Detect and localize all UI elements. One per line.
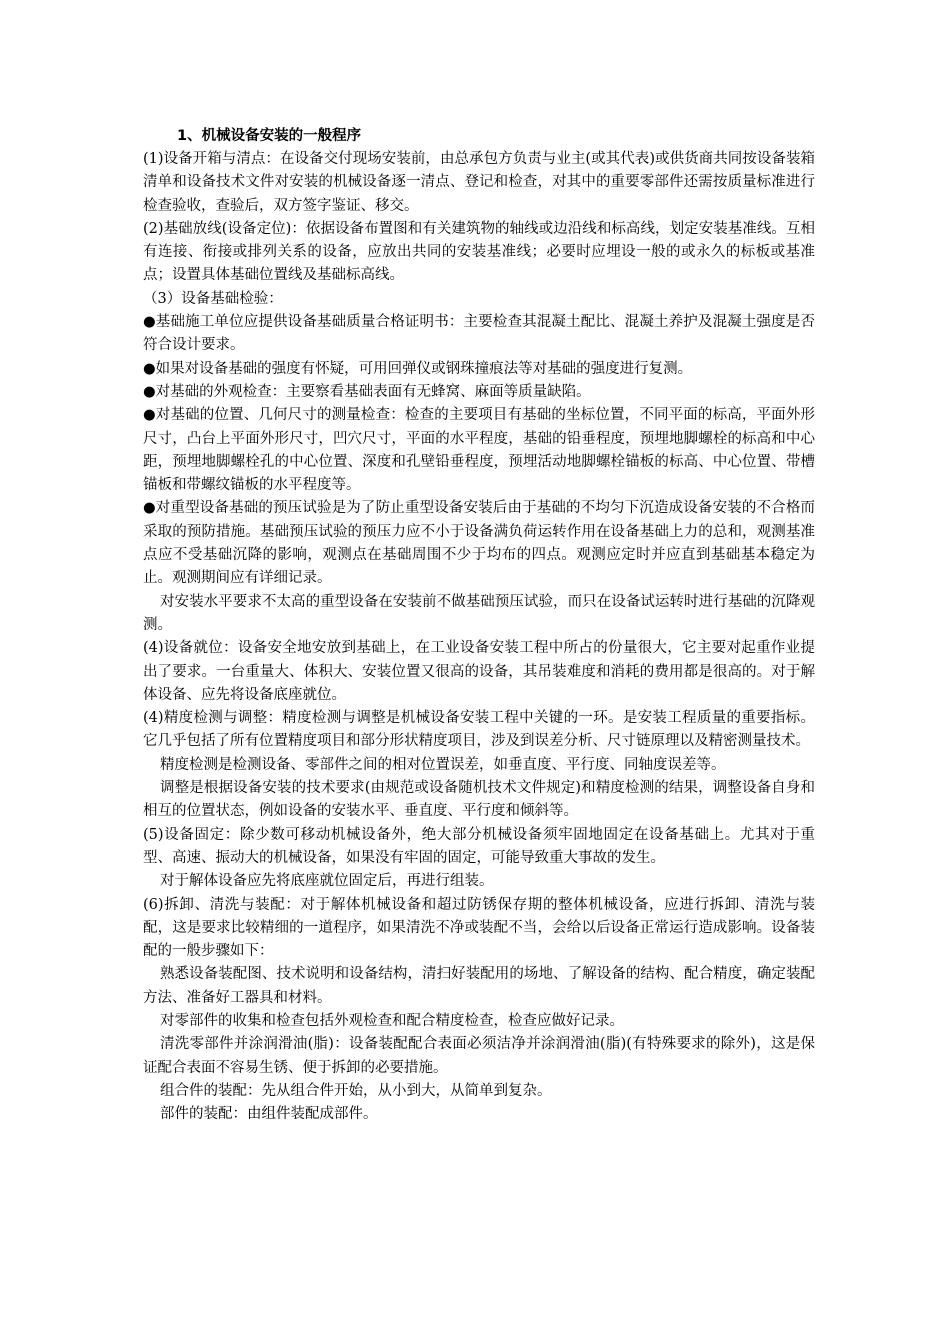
paragraph-assembly-components: 组合件的装配：先从组合件开始，从小到大，从简单到复杂。 — [160, 1082, 552, 1099]
paragraph-foundation-inspection-heading: （3）设备基础检验： — [143, 290, 283, 307]
paragraph-disassembled-equipment: 对于解体设备应先将底座就位固定后，再进行组装。 — [160, 873, 494, 890]
paragraph-adjustment: 调整是根据设备安装的技术要求(由规范或设备随机技术文件规定)和精度检测的结果，调整设备自身和相互的位置状态，例如设备的安装水平、垂直度、平行度和倾斜等。 — [143, 780, 815, 820]
bullet-strength-retest: ●如果对设备基础的强度有怀疑，可用回弹仪或钢珠撞痕法等对基础的强度进行复测。 — [143, 360, 693, 377]
paragraph-cleaning-lubrication: 清洗零部件并涂润滑油(脂)：设备装配配合表面必须洁净并涂润滑油(脂)(有特殊要求的除外)，这是保证配合表面不容易生锈、便于拆卸的必要措施。 — [143, 1036, 815, 1076]
bullet-preload-test: ●对重型设备基础的预压试验是为了防止重型设备安装后由于基础的不均匀下沉造成设备安装的不合格而采取的预防措施。基础预压试验的预压力应不小于设备满负荷运转作用在设备基础上力的总和，观测基准点应不受基础沉降的影响，观测点在基础周围不少于均布的四点。观测应定时并应直到基础基本稳定为止。观测期间应有详细记录。 — [143, 500, 815, 587]
paragraph-unpacking: (1)设备开箱与清点：在设备交付现场安装前，由总承包方负责与业主(或其代表)或供货商共同按设备装箱清单和设备技术文件对安装的机械设备逐一清点、登记和检查，对其中的重要零部件还需按质量标准进行检查验收，查验后，双方签字鉴证、移交。 — [143, 151, 815, 214]
paragraph-precision-adjustment: (4)精度检测与调整：精度检测与调整是机械设备安装工程中关键的一环。是安装工程质量的重要指标。它几乎包括了所有位置精度项目和部分形状精度项目，涉及到误差分析、尺寸链原理以及精密测量技术。 — [143, 710, 815, 750]
bullet-appearance-check: ●对基础的外观检查：主要察看基础表面有无蜂窝、麻面等质量缺陷。 — [143, 383, 591, 400]
paragraph-parts-inspection: 对零部件的收集和检查包括外观检查和配合精度检查，检查应做好记录。 — [160, 1012, 624, 1029]
paragraph-equipment-fixing: (5)设备固定：除少数可移动机械设备外，绝大部分机械设备须牢固地固定在设备基础上。尤其对于重型、高速、振动大的机械设备，如果没有牢固的固定，可能导致重大事故的发生。 — [143, 826, 815, 866]
document-page — [143, 124, 815, 1126]
section-title: 1、机械设备安装的一般程序 — [177, 128, 362, 144]
paragraph-familiarize-drawings: 熟悉设备装配图、技术说明和设备结构，清扫好装配用的场地、了解设备的结构、配合精度，确定装配方法、准备好工器具和材料。 — [143, 966, 815, 1006]
paragraph-disassembly-cleaning: (6)拆卸、清洗与装配：对于解体机械设备和超过防锈保存期的整体机械设备，应进行拆卸、清洗与装配，这是要求比较精细的一道程序，如果清洗不净或装配不当，会给以后设备正常运行造成影响。设备装配的一般步骤如下： — [143, 896, 815, 960]
paragraph-assembly-parts: 部件的装配：由组件装配成部件。 — [160, 1106, 378, 1123]
paragraph-equipment-positioning: (4)设备就位：设备安全地安放到基础上，在工业设备安装工程中所占的份量很大，它主要对起重作业提出了要求。一台重量大、体积大、安装位置又很高的设备，其吊装难度和消耗的费用都是很高的。对于解体设备、应先将设备底座就位。 — [143, 640, 815, 703]
paragraph-precision-detection: 精度检测是检测设备、零部件之间的相对位置误差，如垂直度、平行度、同轴度误差等。 — [160, 756, 726, 773]
bullet-dimension-check: ●对基础的位置、几何尺寸的测量检查：检查的主要项目有基础的坐标位置，不同平面的标高，平面外形尺寸，凸台上平面外形尺寸，凹穴尺寸，平面的水平程度，基础的铅垂程度，预埋地脚螺栓的标高和中心距，预埋地脚螺栓孔的中心位置、深度和孔壁铅垂程度，预埋活动地脚螺栓锚板的标高、中心位置、带槽锚板和带螺纹锚板的水平程度等。 — [143, 407, 815, 494]
bullet-quality-certificate: ●基础施工单位应提供设备基础质量合格证明书：主要检查其混凝土配比、混凝土养护及混凝土强度是否符合设计要求。 — [143, 314, 815, 354]
paragraph-settlement-observation: 对安装水平要求不太高的重型设备在安装前不做基础预压试验，而只在设备试运转时进行基础的沉降观测。 — [143, 593, 815, 633]
paragraph-foundation-layout: (2)基础放线(设备定位)：依据设备布置图和有关建筑物的轴线或边沿线和标高线，划定安装基准线。互相有连接、衔接或排列关系的设备，应放出共同的安装基准线；必要时应埋设一般的或永久的标板或基准点；设置具体基础位置线及基础标高线。 — [143, 220, 815, 284]
